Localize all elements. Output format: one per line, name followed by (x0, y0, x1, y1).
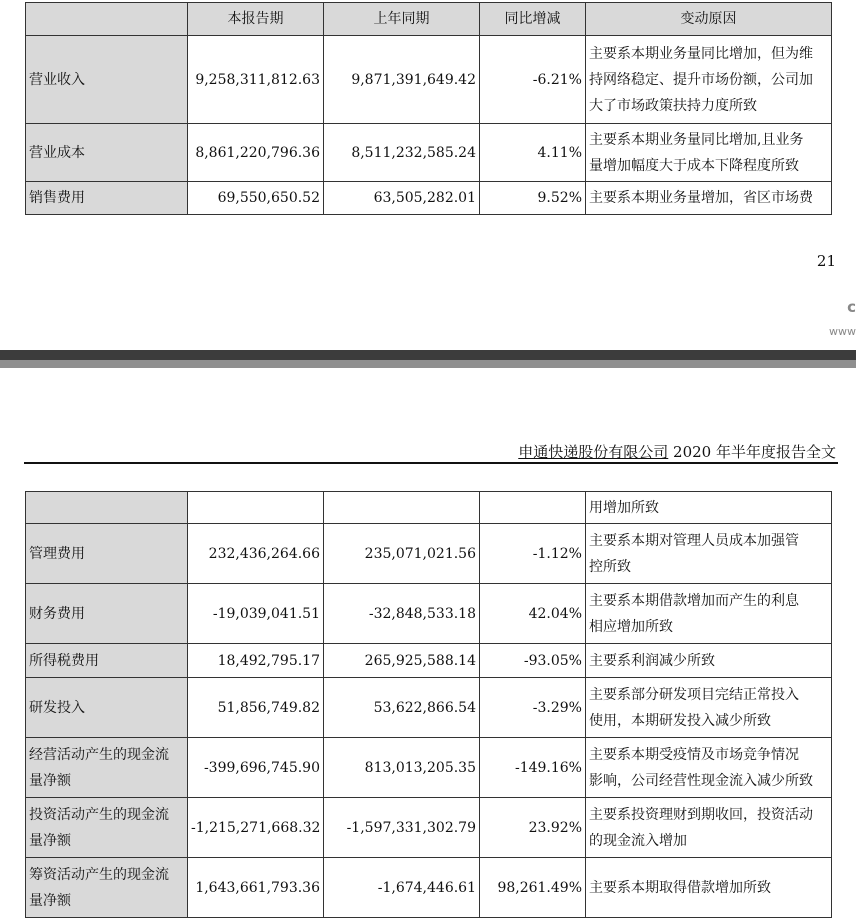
table-row-operating-cashflow (26, 738, 832, 798)
change-value: -3.29% (480, 678, 586, 738)
reason-line: 影响，公司经营性现金流入减少所致 (589, 772, 813, 789)
change-value: -149.16% (480, 738, 586, 798)
running-header (518, 441, 836, 462)
row-label: 营业成本 (26, 124, 188, 182)
change-value (480, 492, 586, 524)
reason-line: 主要系本期业务量同比增加,且业务 (589, 131, 804, 148)
reason-line: 主要系本期对管理人员成本加强管 (589, 532, 799, 549)
prior-value: -1,674,446.61 (324, 858, 480, 918)
row-label (26, 644, 188, 678)
current-value: 1,643,661,793.36 (188, 858, 324, 918)
current-value: -399,696,745.90 (188, 738, 324, 798)
row-label: 销售费用 (26, 182, 188, 215)
change-value: 23.92% (480, 798, 586, 858)
current-value: 8,861,220,796.36 (188, 124, 324, 182)
reason-line: 控所致 (589, 558, 631, 575)
prior-value: 9,871,391,649.42 (324, 36, 480, 124)
label-line: 财务费用 (29, 605, 85, 622)
reason-line: 大了市场政策扶持力度所致 (589, 97, 757, 114)
prior-value: 53,622,866.54 (324, 678, 480, 738)
change-value: 4.11% (480, 124, 586, 182)
reason-line: 主要系本期取得借款增加所致 (589, 879, 771, 896)
header-yoy-change: 同比增减 (480, 3, 586, 36)
prior-value: 813,013,205.35 (324, 738, 480, 798)
row-label (26, 678, 188, 738)
reason-line: 持网络稳定、提升市场份额，公司加 (589, 71, 813, 88)
label-line: 管理费用 (29, 545, 85, 562)
financial-table-page1 (25, 2, 832, 215)
current-value: 18,492,795.17 (188, 644, 324, 678)
prior-value: 235,071,021.56 (324, 524, 480, 584)
header-current-period: 本报告期 (188, 3, 324, 36)
row-label (26, 584, 188, 644)
label-line: 量净额 (29, 832, 71, 849)
change-reason (586, 798, 832, 858)
reason-line: 的现金流入增加 (589, 832, 687, 849)
table-row-continuation (26, 492, 832, 524)
header-company: 申通快递股份有限公司 (518, 443, 669, 461)
label-line: 研发投入 (29, 699, 85, 716)
change-value: 98,261.49% (480, 858, 586, 918)
page-separator-shadow (0, 360, 856, 368)
change-reason (586, 644, 832, 678)
prior-value: 8,511,232,585.24 (324, 124, 480, 182)
prior-value: 265,925,588.14 (324, 644, 480, 678)
change-value: -1.12% (480, 524, 586, 584)
prior-value: 63,505,282.01 (324, 182, 480, 215)
current-value: 232,436,264.66 (188, 524, 324, 584)
header-rule (24, 462, 838, 464)
row-label (26, 524, 188, 584)
change-reason (586, 858, 832, 918)
prior-value: -32,848,533.18 (324, 584, 480, 644)
header-blank (26, 3, 188, 36)
header-prior-period: 上年同期 (324, 3, 480, 36)
table-row-operating-cost (26, 124, 832, 182)
reason-line: 主要系本期业务量同比增加，但为维 (589, 45, 813, 62)
row-label (26, 492, 188, 524)
reason-line: 主要系本期借款增加而产生的利息 (589, 592, 799, 609)
table-row-rnd-investment (26, 678, 832, 738)
change-reason (586, 678, 832, 738)
row-label (26, 858, 188, 918)
table-row-selling-expense (26, 182, 832, 215)
current-value: 69,550,650.52 (188, 182, 324, 215)
reason-line: 主要系部分研发项目完结正常投入 (589, 686, 799, 703)
prior-value: -1,597,331,302.79 (324, 798, 480, 858)
label-line: 筹资活动产生的现金流 (29, 866, 169, 883)
page-separator (0, 350, 856, 360)
change-value: -93.05% (480, 644, 586, 678)
change-value: 42.04% (480, 584, 586, 644)
header-title: 2020 年半年度报告全文 (668, 443, 836, 461)
reason-line: 主要系本期业务量增加，省区市场费 (589, 190, 813, 206)
prior-value (324, 492, 480, 524)
change-reason (586, 182, 832, 215)
reason-line: 主要系本期受疫情及市场竞争情况 (589, 746, 799, 763)
label-line: 经营活动产生的现金流 (29, 746, 169, 763)
label-line: 投资活动产生的现金流 (29, 806, 169, 823)
label-line: 所得税费用 (29, 652, 99, 669)
reason-line: 量增加幅度大于成本下降程度所致 (589, 157, 799, 174)
label-line: 量净额 (29, 772, 71, 789)
label-line: 量净额 (29, 892, 71, 909)
change-reason (586, 738, 832, 798)
watermark-url: www (829, 325, 856, 338)
reason-line: 主要系利润减少所致 (589, 652, 715, 669)
table-row-investing-cashflow (26, 798, 832, 858)
current-value: 9,258,311,812.63 (188, 36, 324, 124)
reason-line: 相应增加所致 (589, 618, 673, 635)
change-reason (586, 524, 832, 584)
current-value: 51,856,749.82 (188, 678, 324, 738)
table-row-revenue (26, 36, 832, 124)
watermark-logo: c (847, 298, 856, 316)
row-label (26, 738, 188, 798)
change-value: -6.21% (480, 36, 586, 124)
change-reason (586, 124, 832, 182)
row-label (26, 798, 188, 858)
current-value: -19,039,041.51 (188, 584, 324, 644)
current-value: -1,215,271,668.32 (188, 798, 324, 858)
row-label: 营业收入 (26, 36, 188, 124)
table-row-finance-expense (26, 584, 832, 644)
page-number: 21 (816, 252, 836, 270)
table-header-row (26, 3, 832, 36)
reason-line: 主要系投资理财到期收回，投资活动 (589, 806, 813, 823)
table-row-financing-cashflow (26, 858, 832, 918)
table-row-income-tax (26, 644, 832, 678)
current-value (188, 492, 324, 524)
reason-line: 使用，本期研发投入减少所致 (589, 712, 771, 729)
change-reason: 用增加所致 (586, 492, 832, 524)
header-change-reason: 变动原因 (586, 3, 832, 36)
financial-table-page2 (25, 491, 832, 918)
change-reason (586, 584, 832, 644)
change-value: 9.52% (480, 182, 586, 215)
table-row-admin-expense (26, 524, 832, 584)
change-reason (586, 36, 832, 124)
